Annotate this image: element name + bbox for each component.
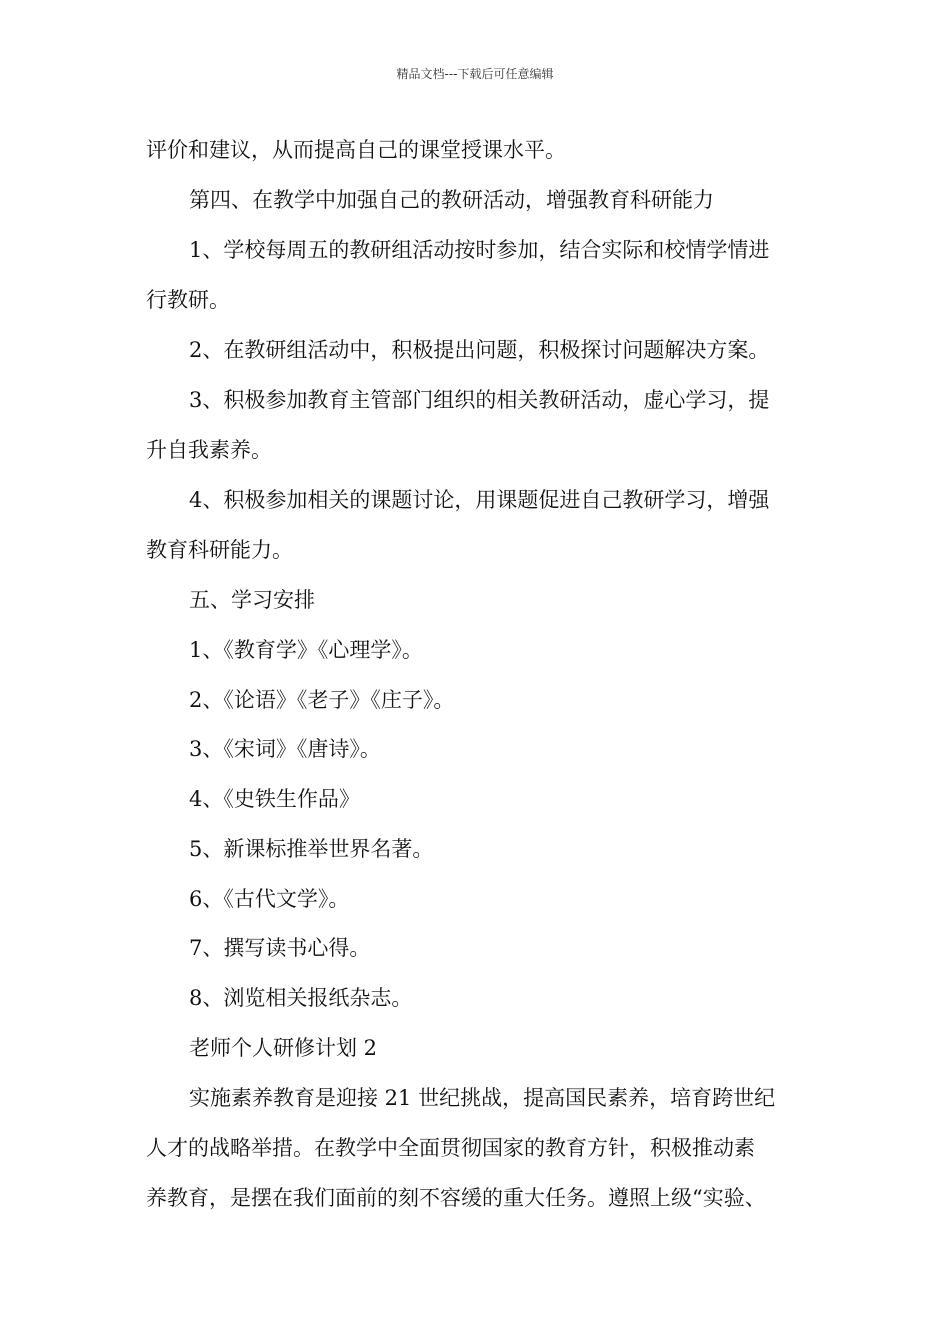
text-line: 评价和建议，从而提高自己的课堂授课水平。 (146, 138, 566, 162)
text-line: 2、在教研组活动中，积极提出问题，积极探讨问题解决方案。 (189, 338, 770, 362)
text-line: 升自我素养。 (146, 438, 272, 462)
text-line: 行教研。 (146, 288, 230, 312)
list-item: 2、《论语》《老子》《庄子》。 (189, 688, 455, 712)
list-item: 6、《古代文学》。 (189, 887, 350, 911)
list-item: 5、新课标推举世界名著。 (189, 837, 434, 861)
text-line: 1、学校每周五的教研组活动按时参加，结合实际和校情学情进 (189, 238, 770, 262)
text-line: 3、积极参加教育主管部门组织的相关教研活动，虚心学习，提 (189, 388, 770, 412)
section-heading: 五、学习安排 (189, 588, 315, 612)
section-heading: 第四、在教学中加强自己的教研活动，增强教育科研能力 (189, 188, 714, 212)
text-line: 人才的战略举措。在教学中全面贯彻国家的教育方针，积极推动素 (146, 1136, 755, 1160)
list-item: 4、《史铁生作品》 (189, 787, 360, 811)
list-item: 3、《宋词》《唐诗》。 (189, 737, 381, 761)
list-item: 8、浏览相关报纸杂志。 (189, 986, 413, 1010)
text-line: 养教育，是摆在我们面前的刻不容缓的重大任务。遵照上级“实验、 (146, 1186, 766, 1210)
text-line: 教育科研能力。 (146, 538, 293, 562)
list-item: 7、撰写读书心得。 (189, 936, 371, 960)
section-heading: 老师个人研修计划 2 (189, 1036, 378, 1060)
text-line: 实施素养教育是迎接 21 世纪挑战，提高国民素养，培育跨世纪 (189, 1086, 776, 1110)
text-line: 4、积极参加相关的课题讨论，用课题促进自己教研学习，增强 (189, 488, 770, 512)
list-item: 1、《教育学》《心理学》。 (189, 638, 423, 662)
page-header: 精品文档---下载后可任意编辑 (396, 67, 554, 81)
